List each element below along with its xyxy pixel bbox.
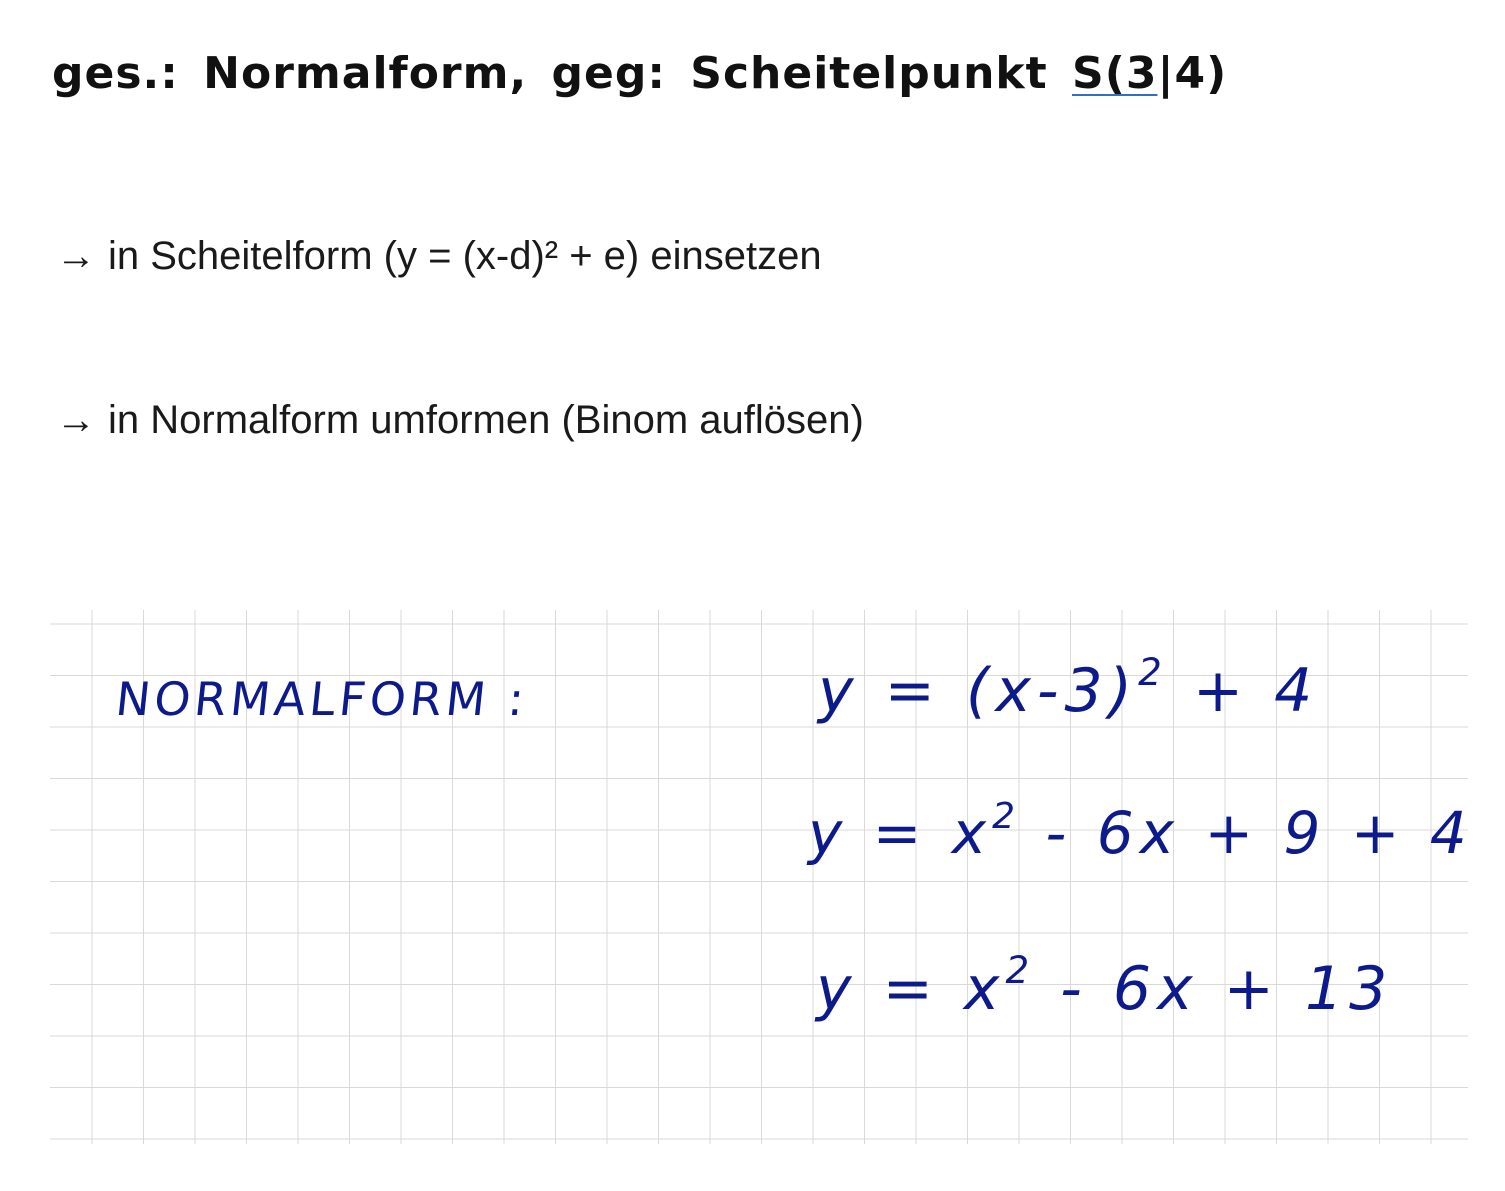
title-vertex-point-end: |4): [1157, 48, 1228, 99]
step-2-text: in Normalform umformen (Binom auflösen): [108, 398, 864, 442]
eq1-exponent: 2: [1138, 650, 1168, 694]
title-vertex-label: Scheitelpunkt: [690, 48, 1048, 99]
eq2-lhs: y = x: [808, 799, 993, 868]
eq2-exponent: 2: [992, 796, 1021, 837]
step-1: [56, 234, 822, 279]
equation-vertex-form: [818, 650, 1318, 726]
right-arrow-icon: →: [56, 234, 96, 278]
grid-paper: [50, 610, 1473, 1144]
title-given-prefix: geg:: [551, 48, 666, 99]
eq1-lhs: y = (x-3): [818, 656, 1139, 727]
right-arrow-icon: →: [56, 398, 96, 442]
eq3-rhs: - 6x + 13: [1035, 954, 1394, 1025]
title-vertex-point: S(3: [1072, 48, 1158, 99]
step-1-text: in Scheitelform (y = (x-d)² + e) einsetzen: [108, 234, 822, 278]
eq3-exponent: 2: [1005, 948, 1036, 992]
eq1-rhs: + 4: [1167, 656, 1319, 727]
title-given-label: ges.:: [52, 48, 179, 99]
equation-expanded: [808, 796, 1473, 867]
eq2-rhs: - 6x + 9 + 4: [1021, 799, 1473, 868]
step-2: [56, 398, 864, 443]
page-title: [52, 48, 1227, 99]
title-goal: Normalform,: [203, 48, 528, 99]
equation-normal-form: [816, 948, 1393, 1024]
handwritten-label: NORMALFORM :: [113, 672, 531, 726]
eq3-lhs: y = x: [816, 954, 1006, 1025]
